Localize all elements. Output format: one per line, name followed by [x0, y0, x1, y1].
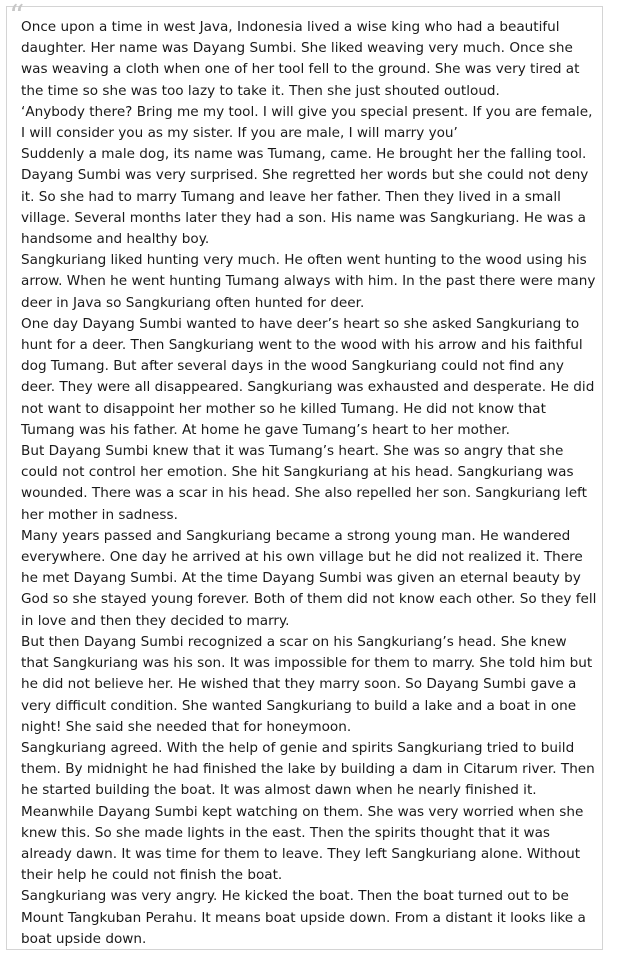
story-paragraph: Suddenly a male dog, its name was Tumang, came. He brought her the falling tool. Dayang Sumbi was very surprised. She regretted her words but she could not deny it. So she had to marry Tumang and leave her father. Then they lived in a small village. Several months later they had a son. His name was Sangkuriang. He was a handsome and healthy boy. — [21, 146, 589, 248]
story-paragraph: One day Dayang Sumbi wanted to have deer’s heart so she asked Sangkuriang to hunt for a deer. Then Sangkuriang went to the wood with his arrow and his faithful dog Tumang. But after several days in the wood Sangkuriang could not find any deer. They were all disappeared. Sangkuriang was exhausted and desperate. He did not want to disappoint her mother so he killed Tumang. He did not know that Tumang was his father. At home he gave Tumang’s heart to her mother. — [21, 315, 595, 438]
story-paragraph: Once upon a time in west Java, Indonesia lived a wise king who had a beautiful daughter. Her name was Dayang Sumbi. She liked weaving very much. Once she was weaving a cloth when one of her tool fell to the ground. She was very tired at the time so she was too lazy to take it. Then she just shouted outloud. — [21, 19, 580, 99]
story-paragraph: Many years passed and Sangkuriang became a strong young man. He wandered everywhere. One day he arrived at his own village but he did not realized it. There he met Dayang Sumbi. At the time Dayang Sumbi was given an eternal beauty by God so she stayed young forever. Both of them did not know each other. So they fell in love and then they decided to marry. — [21, 527, 597, 629]
story-paragraph: Sangkuriang agreed. With the help of genie and spirits Sangkuriang tried to build them. By midnight he had finished the lake by building a dam in Citarum river. Then he started building the boat. It was almost dawn when he nearly finished it. Meanwhile Dayang Sumbi kept watching on them. She was very worried when she knew this. So she made lights in the east. Then the spirits thought that it was already dawn. It was time for them to leave. They left Sangkuriang alone. Without their help he could not finish the boat. — [21, 739, 595, 884]
story-paragraph: Sangkuriang liked hunting very much. He often went hunting to the wood using his arrow. When he went hunting Tumang always with him. In the past there were many deer in Java so Sangkuriang often hunted for deer. — [21, 252, 596, 311]
story-paragraph: But then Dayang Sumbi recognized a scar on his Sangkuriang’s head. She knew that Sangkuriang was his son. It was impossible for them to marry. She told him but he did not believe her. He wished that they marry soon. So Dayang Sumbi gave a very difficult condition. She wanted Sangkuriang to build a lake and a boat in one night! She said she needed that for honeymoon. — [21, 633, 593, 735]
quote-mark-icon: “ — [9, 0, 25, 34]
story-paragraph: But Dayang Sumbi knew that it was Tumang’s heart. She was so angry that she could not control her emotion. She hit Sangkuriang at his head. Sangkuriang was wounded. There was a scar in his head. She also repelled her son. Sangkuriang left her mother in sadness. — [21, 443, 587, 523]
story-paragraph: ‘Anybody there? Bring me my tool. I will give you special present. If you are female, I will consider you as my sister. If you are male, I will marry you’ — [21, 103, 593, 142]
story-paragraph: Sangkuriang was very angry. He kicked the boat. Then the boat turned out to be Mount Tangkuban Perahu. It means boat upside down. From a distant it looks like a boat upside down. — [21, 888, 586, 947]
story-text — [21, 17, 597, 950]
